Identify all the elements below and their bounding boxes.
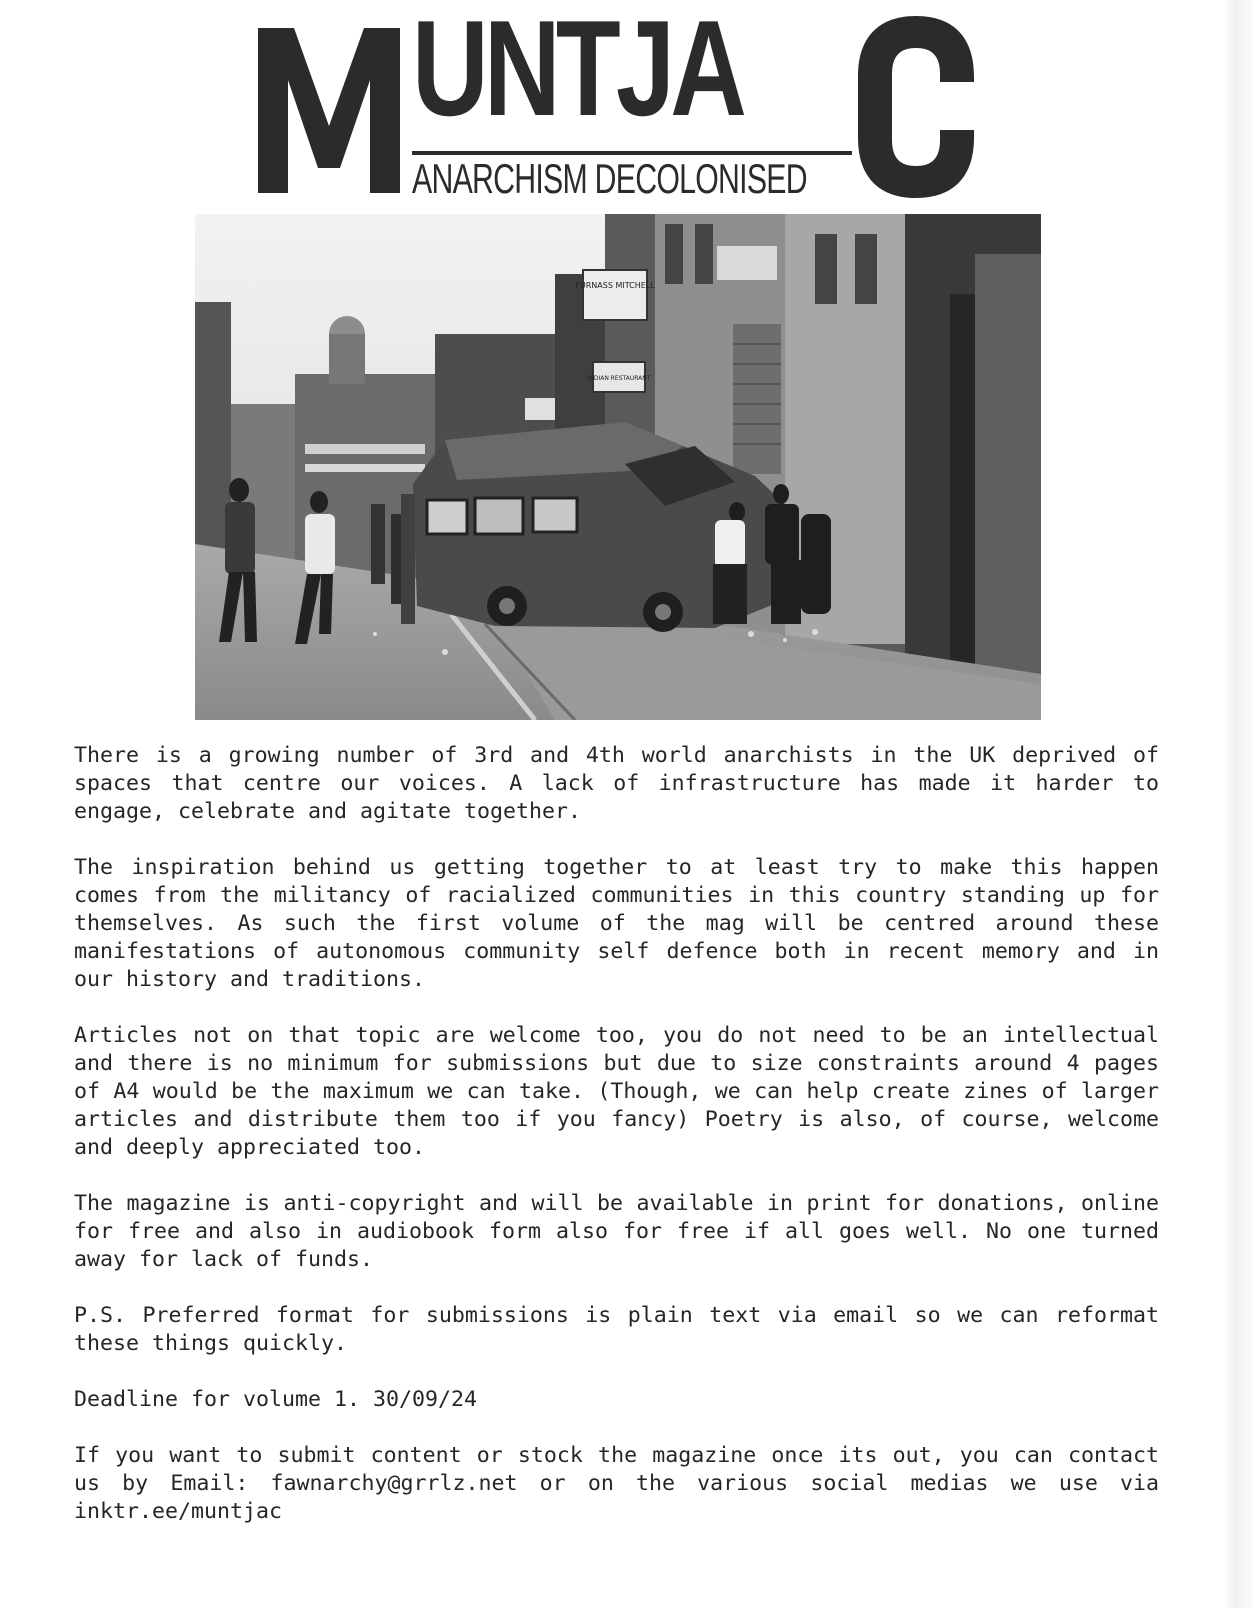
shop-sign-1 — [583, 270, 647, 320]
paragraph-inspiration: The inspiration behind us getting together to at least try to make this happen comes from the militancy of racialized communities in this country standing up for themselves. As such the first volume of the mag will be centred around these manifestations of autonomous community self defence both in recent memory and in our history and traditions. — [74, 855, 1159, 992]
paragraph-articles: Articles not on that topic are welcome too, you do not need to be an intellectual and there is no minimum for submissions but due to size constraints around 4 pages of A4 would be the maximum we can take. (Though, we can help create zines of larger articles and distribute them too if you fancy) Poetry is also, of course, welcome and deeply appreciated too. — [74, 1023, 1159, 1160]
masthead-subtitle: ANARCHISM DECOLONISED — [412, 155, 807, 202]
shop-sign-1-text: FURNASS MITCHELL — [575, 281, 655, 290]
paragraph-anti-copyright: The magazine is anti-copyright and will be available in print for donations, online for free and also in audiobook form also for free if all goes well. No one turned away for lack of funds. — [74, 1191, 1159, 1272]
masthead — [258, 0, 978, 203]
paragraph-intro: There is a growing number of 3rd and 4th world anarchists in the UK deprived of spaces that centre our voices. A lack of infrastructure has made it harder to engage, celebrate and agitate together. — [74, 743, 1159, 824]
body-text — [74, 742, 1159, 1554]
street-uprising-photo — [195, 214, 1041, 720]
photo-illustration — [195, 214, 1041, 720]
paragraph-submission-format: P.S. Preferred format for submissions is plain text via email so we can reformat these things quickly. — [74, 1303, 1159, 1356]
masthead-letter-c — [858, 16, 974, 198]
masthead-letter-m — [258, 28, 400, 193]
paragraph-contact: If you want to submit content or stock the magazine once its out, you can contact us by Email: fawnarchy@grrlz.net or on the various social medias we use via inktr.ee/muntjac — [74, 1443, 1159, 1524]
masthead-title: UNTJA — [412, 0, 743, 144]
page-edge — [1224, 0, 1252, 1608]
shop-sign-2-text: INDIAN RESTAURANT — [587, 375, 651, 382]
paragraph-deadline: Deadline for volume 1. 30/09/24 — [74, 1387, 478, 1412]
